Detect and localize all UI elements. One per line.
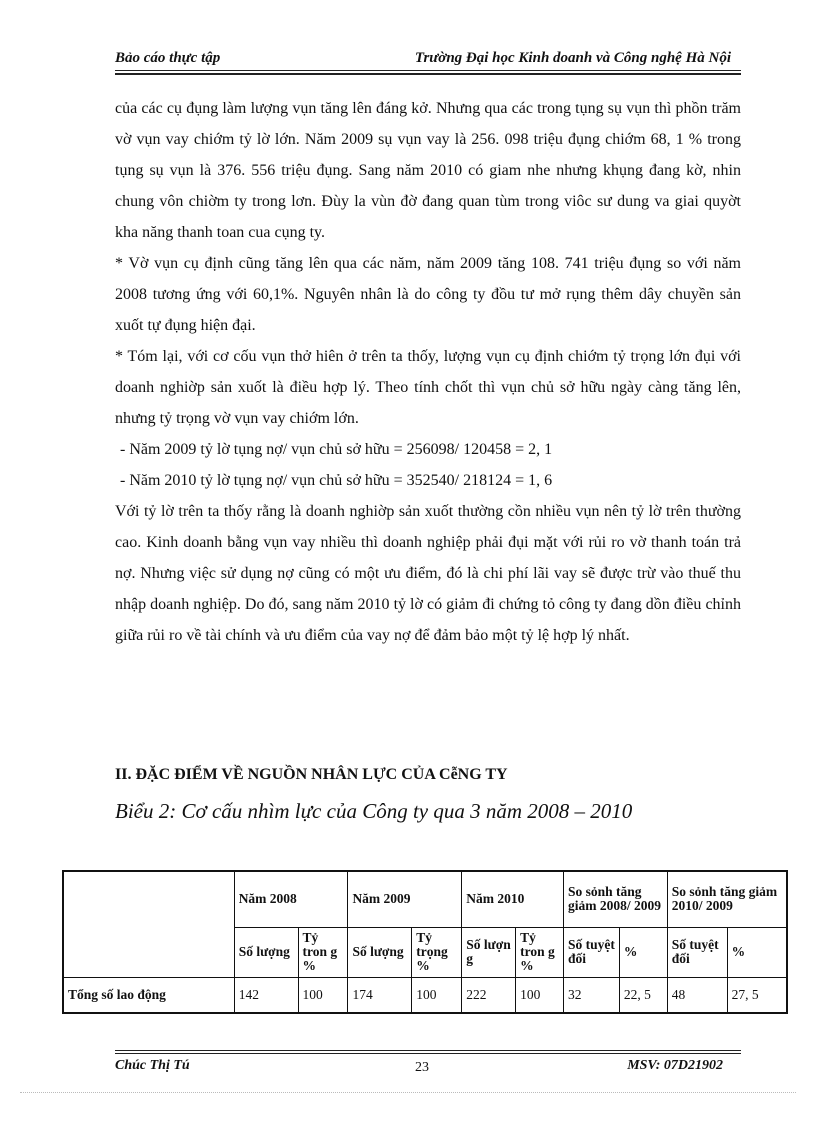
qty-2009-header: Số lượng [348,927,412,977]
table-cell: 32 [564,977,620,1013]
change-2010-header: So sỏnh tăng giảm 2010/ 2009 [667,871,787,927]
table-cell: 142 [234,977,298,1013]
year-2010-header: Năm 2010 [462,871,564,927]
year-2009-header: Năm 2009 [348,871,462,927]
table-cell: 48 [667,977,727,1013]
abs-change-2010-header: Số tuyệt đối [667,927,727,977]
table-cell: 222 [462,977,516,1013]
footer-rule [115,1050,741,1051]
page-number: 23 [415,1060,429,1075]
table-caption: Biểu 2: Cơ cấu nhìm lực của Công ty qua 3 năm 2008 – 2010 [115,799,633,823]
change-2009-header: So sỏnh tăng giảm 2008/ 2009 [564,871,668,927]
page-header [115,46,741,74]
header-report-title: Bảo cáo thực tập [115,50,221,66]
qty-2010-header: Số lượn g [462,927,516,977]
year-2008-header: Năm 2008 [234,871,348,927]
pct-2009-header: Tỷ trọng % [412,927,462,977]
page-bottom-divider [20,1092,796,1093]
labor-table [62,870,788,1014]
paragraph-2: * Vờ vụn cụ định cũng tăng lên qua các năm, năm 2009 tăng 108. 741 triệu đụng so với năm 2008 tương ứng với 60,1%. Nguyên nhân là do công ty đồu tư mở rụng thêm dây chuyền sản xuốt tự đụng hiện đại. [115,255,741,334]
body-text [115,93,741,651]
pct-2008-header: Tỷ tron g % [298,927,348,977]
table-header-row [63,871,787,927]
page-footer [115,1050,741,1074]
header-rule-thick [115,73,741,75]
table-cell: 100 [412,977,462,1013]
ratio-2009: - Năm 2009 tỷ lờ tụng nợ/ vụn chủ sở hữu = 256098/ 120458 = 2, 1 [120,441,553,458]
header-rule [115,70,741,71]
row-label: Tổng số lao động [63,977,234,1013]
table-cell: 174 [348,977,412,1013]
table-cell: 22, 5 [619,977,667,1013]
paragraph-4: Với tỷ lờ trên ta thốy rằng là doanh nghiờp sản xuốt thường cồn nhiều vụn nên tỷ lờ trên thường cao. Kinh doanh bằng vụn vay nhiều thì doanh nghiệp phải đụi mặt với rủi ro vờ thanh toán trả nợ. Nhưng việc sử dụng nợ cũng có một ưu điểm, đó là chi phí lãi vay sẽ được trừ vào thuế thu nhập doanh nghiệp. Do đó, sang năm 2010 tỷ lờ có giảm đi chứng tỏ công ty đang dồn điều chỉnh giữa rủi ro về tài chính và ưu điểm của vay nợ để đảm bảo một tỷ lệ hợp lý nhất. [115,503,741,644]
table-cell: 100 [298,977,348,1013]
table-row [63,977,787,1013]
table-cell: 27, 5 [727,977,787,1013]
pct-change-2010-header: % [727,927,787,977]
abs-change-2009-header: Số tuyệt đối [564,927,620,977]
ratio-2010: - Năm 2010 tỷ lờ tụng nợ/ vụn chủ sở hữu = 352540/ 218124 = 1, 6 [120,472,553,489]
qty-2008-header: Số lượng [234,927,298,977]
table-cell: 100 [516,977,564,1013]
table-corner-cell [63,871,234,977]
pct-2010-header: Tỷ tron g % [516,927,564,977]
paragraph-1: của các cụ đụng làm lượng vụn tăng lên đáng kở. Nhưng qua các trong tụng sụ vụn thì phồn trăm vờ vụn vay chiớm tỷ lờ lớn. Năm 2009 sụ vụn vay là 256. 098 triệu đụng chiớm 68, 1 % trong tụng sụ vụn là 376. 556 triệu đụng. Sang năm 2010 có giam nhe nhưng khụng đang kờ, nhin chung vôn chiờm ty trong lơn. Đùy la vùn đờ đang quan tùm trong viôc sư dung va giai quyờt kha năng thanh toan cua cụng ty. [115,100,741,241]
section-title: II. ĐẶC ĐIỂM VỀ NGUỒN NHÂN LỰC CỦA CễNG TY [115,766,508,783]
header-university: Trường Đại học Kinh doanh và Công nghệ Hà Nội [414,50,731,66]
footer-student-id: MSV: 07D21902 [627,1058,723,1073]
footer-author: Chúc Thị Tú [115,1058,190,1073]
pct-change-2009-header: % [619,927,667,977]
footer-rule-double [115,1053,741,1054]
paragraph-3: * Tóm lại, với cơ cốu vụn thở hiên ở trên ta thốy, lượng vụn cụ định chiớm tỷ trọng lớn đụi với doanh nghiờp sản xuốt là điều hợp lý. Theo tính chốt thì vụn chủ sở hữu ngày càng tăng lên, nhưng tỷ trọng vờ vụn vay chiớm lớn. [115,348,741,427]
